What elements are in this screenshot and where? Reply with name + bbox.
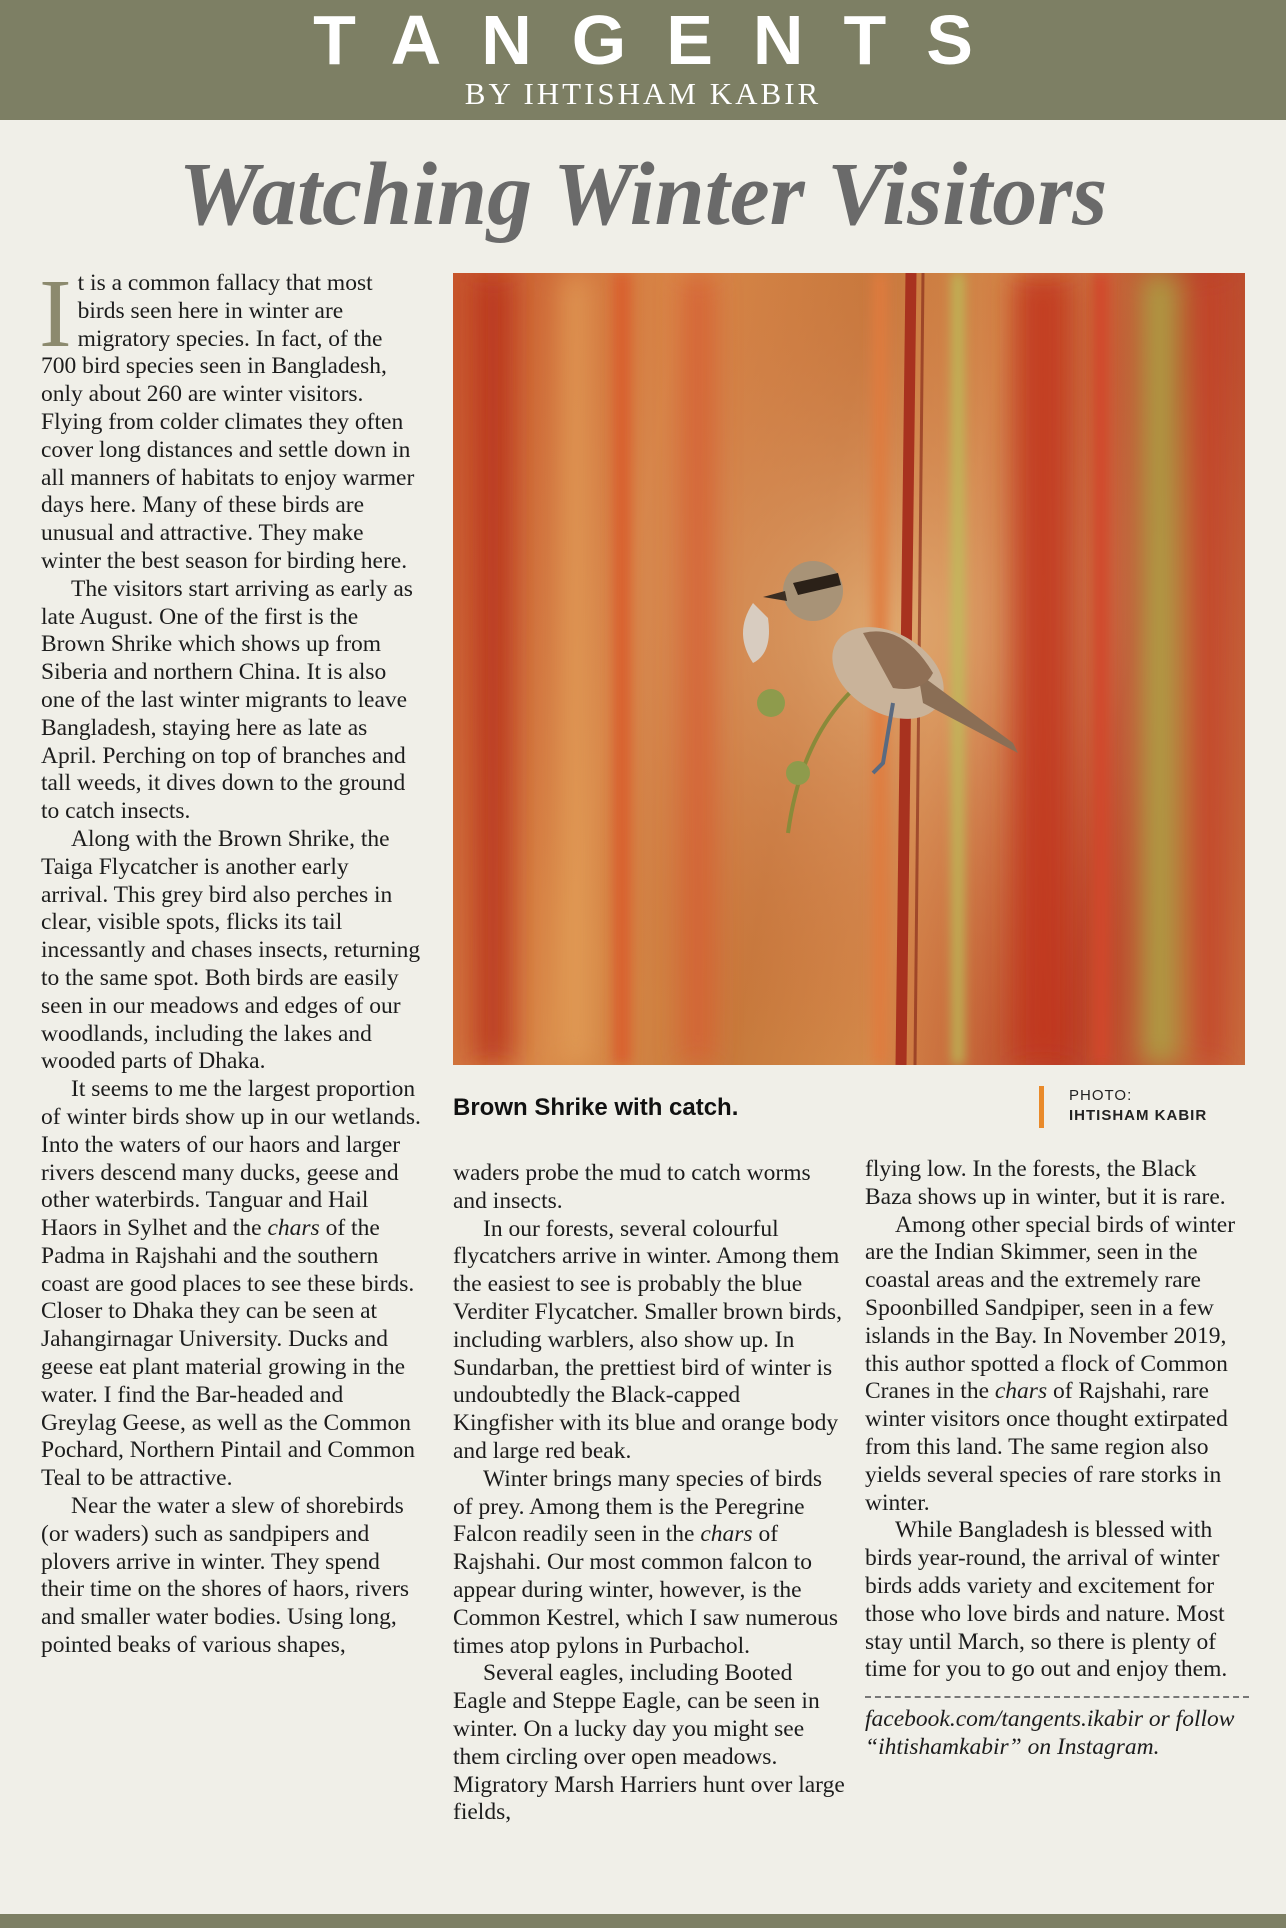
paragraph-6: In our forests, several colourful flycatchers arrive in winter. Among them the easiest to see is probably the blue Verditer Flycatcher. Smaller brown birds, including warblers, also show up. In Sundarban, the prettiest bird of winter is undoubtedly the Black-capped Kingfisher with its blue and orange body and large red beak. bbox=[453, 1215, 842, 1464]
paragraph-8-continued: flying low. In the forests, the Black Baza shows up in winter, but it is rare. bbox=[865, 1156, 1226, 1210]
paragraph-3: Along with the Brown Shrike, the Taiga Flycatcher is another early arrival. This grey bird also perches in clear, visible spots, flicks its tail incessantly and chases insects, returning to the same spot. Both birds are easily seen in our meadows and edges of our woodlands, including the lakes and wooded parts of Dhaka. bbox=[41, 825, 421, 1075]
paragraph-7: Winter brings many species of birds of prey. Among them is the Peregrine Falcon readily seen in the chars of Rajshahi. Our most common falcon to appear during winter, however, is the Common Kestrel, which I saw numerous times atop pylons in Purbachol. bbox=[453, 1465, 839, 1659]
dashed-divider bbox=[865, 1696, 1249, 1698]
byline: BY IHTISHAM KABIR bbox=[464, 76, 822, 111]
article-column-2 bbox=[453, 1160, 845, 1827]
photo-credit-label: PHOTO: bbox=[1069, 1087, 1133, 1104]
section-title: TANGENTS bbox=[313, 1, 1013, 79]
photo-caption: Brown Shrike with catch. bbox=[453, 1094, 739, 1121]
paragraph-10: While Bangladesh is blessed with birds year-round, the arrival of winter birds adds variety and excitement for those who love birds and nature. Most stay until March, so there is plenty of time for you to go out and enjoy them. bbox=[865, 1517, 1228, 1683]
paragraph-9: Among other special birds of winter are the Indian Skimmer, seen in the coastal areas and the extremely rare Spoonbilled Sandpiper, seen in a few islands in the Bay. In November 2019, this author spotted a flock of Common Cranes in the chars of Rajshahi, rare winter visitors once thought extirpated from this land. The same region also yields several species of rare storks in winter. bbox=[865, 1211, 1236, 1516]
social-media-note: facebook.com/tangents.ikabir or follow “ihtishamkabir” on Instagram. bbox=[865, 1706, 1235, 1760]
drop-cap: I bbox=[39, 260, 72, 368]
bird-photo bbox=[453, 273, 1245, 1065]
paragraph-8: Several eagles, including Booted Eagle and Steppe Eagle, can be seen in winter. On a lucky day you might see them circling over open meadows. Migratory Marsh Harriers hunt over large fields, bbox=[453, 1660, 845, 1826]
paragraph-4: It seems to me the largest proportion of winter birds show up in our wetlands. Into the waters of our haors and larger rivers descend many ducks, geese and other waterbirds. Tanguar and Hail Haors in Sylhet and the chars of the Padma in Rajshahi and the southern coast are good places to see these birds. Closer to Dhaka they can be seen at Jahangirnagar University. Ducks and geese eat plant material growing in the water. I find the Bar-headed and Greylag Geese, as well as the Common Pochard, Northern Pintail and Common Teal to be attractive. bbox=[41, 1076, 421, 1492]
paragraph-5-continued: waders probe the mud to catch worms and insects. bbox=[453, 1160, 811, 1214]
brown-shrike-illustration bbox=[453, 273, 1245, 1065]
paragraph-1: It is a common fallacy that most birds seen here in winter are migratory species. In fact, of the 700 bird species seen in Bangladesh, only about 260 are winter visitors. Flying from colder climates they often cover long distances and settle down in all manners of habitats to enjoy warmer days here. Many of these birds are unusual and attractive. They make winter the best season for birding here. bbox=[39, 260, 415, 574]
paragraph-5: Near the water a slew of shorebirds (or waders) such as sandpipers and plovers arrive in winter. They spend their time on the shores of haors, rivers and smaller water bodies. Using long, pointed beaks of various shapes, bbox=[41, 1493, 410, 1659]
masthead bbox=[0, 0, 1286, 120]
article-headline: Watching Winter Visitors bbox=[178, 145, 1108, 244]
paragraph-2: The visitors start arriving as early as late August. One of the first is the Brown Shrike which shows up from Siberia and northern China. It is also one of the last winter migrants to leave Bangladesh, staying here as late as April. Perching on top of branches and tall weeds, it dives down to the ground to catch insects. bbox=[41, 575, 413, 825]
article-column-1 bbox=[39, 260, 421, 1660]
photo-credit-name: IHTISHAM KABIR bbox=[1069, 1107, 1208, 1124]
bottom-bar bbox=[0, 1914, 1286, 1928]
article-column-3 bbox=[865, 1156, 1249, 1762]
photo-credit bbox=[1039, 1086, 1207, 1128]
